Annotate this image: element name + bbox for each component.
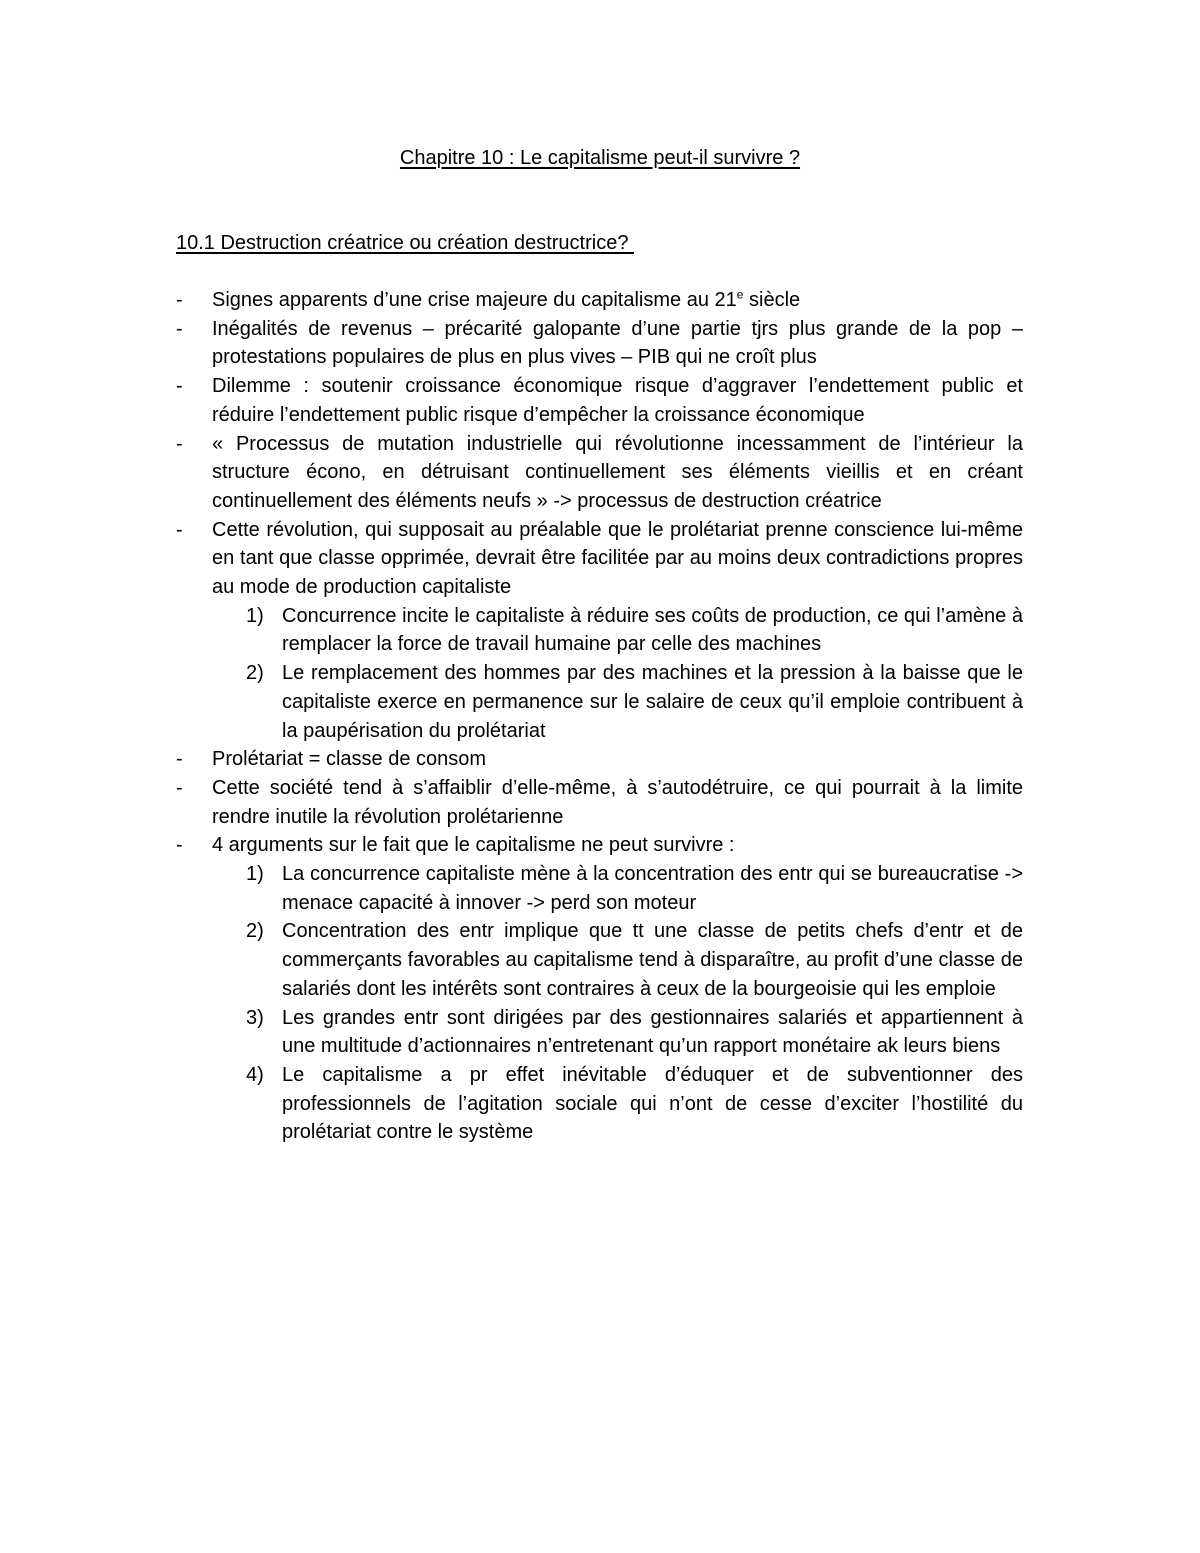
list-item [176, 516, 1023, 602]
document-body [176, 286, 1023, 1147]
list-item-text: « Processus de mutation industrielle qui révolutionne incessamment de l’intérieur la structure écono, en détruisant continuellement ses éléments vieillis et en créant continuellement des éléments neufs » -> processus de destruction créatrice [212, 432, 1023, 512]
list-item-text-part: siècle [743, 289, 801, 311]
numbered-item [176, 1061, 1023, 1147]
numbered-item-text: Le remplacement des hommes par des machines et la pression à la baisse que le capitaliste exerce en permanence sur le salaire de ceux qu’il emploie contribuent à la paupérisation du prolétariat [282, 662, 1023, 742]
list-item-text: Cette société tend à s’affaiblir d’elle-même, à s’autodétruire, ce qui pourrait à la limite rendre inutile la révolution prolétarienne [212, 776, 1023, 828]
list-item-text: Cette révolution, qui supposait au préalable que le prolétariat prenne conscience lui-même en tant que classe opprimée, devrait être facilitée par au moins deux contradictions propres au mode de production capitaliste [212, 518, 1023, 599]
numbered-item [176, 860, 1023, 917]
list-item-text [212, 286, 1023, 315]
list-item [176, 372, 1023, 429]
list-item-text: Dilemme : soutenir croissance économique risque d’aggraver l’endettement public et réduire l’endettement public risque d’empêcher la croissance économique [212, 375, 1023, 426]
numbered-item-text: Le capitalisme a pr effet inévitable d’éduquer et de subventionner des professionnels de l’agitation sociale qui n’ont de cesse d’exciter l’hostilité du prolétariat contre le système [282, 1063, 1023, 1144]
bullet-dash: - [176, 748, 183, 771]
bullet-dash: - [176, 432, 183, 455]
list-item [176, 774, 1023, 831]
numbered-item-text: La concurrence capitaliste mène à la concentration des entr qui se bureaucratise -> menace capacité à innover -> perd son moteur [282, 863, 1023, 914]
item-number: 2) [246, 662, 264, 685]
bullet-dash: - [176, 776, 183, 799]
item-number: 4) [246, 1063, 264, 1086]
list-item [176, 430, 1023, 516]
page-title: Chapitre 10 : Le capitalisme peut-il survivre ? [399, 147, 801, 169]
item-number: 1) [246, 863, 264, 886]
bullet-dash: - [176, 834, 183, 857]
bullet-dash: - [176, 317, 183, 340]
item-number: 1) [246, 604, 264, 627]
section-heading: 10.1 Destruction créatrice ou création destructrice? [176, 232, 634, 254]
bullet-dash: - [176, 375, 183, 398]
list-item-text: 4 arguments sur le fait que le capitalisme ne peut survivre : [212, 834, 735, 857]
list-item-text: Inégalités de revenus – précarité galopante d’une partie tjrs plus grande de la pop – protestations populaires de plus en plus vives – PIB qui ne croît plus [212, 317, 1023, 369]
numbered-item-text: Les grandes entr sont dirigées par des gestionnaires salariés et appartiennent à une multitude d’actionnaires n’entretenant qu’un rapport monétaire ak leurs biens [282, 1006, 1023, 1058]
numbered-item [176, 659, 1023, 745]
ordinal-superscript: e [736, 287, 744, 302]
list-item-text-part: Signes apparents d’une crise majeure du capitalisme au 21 [212, 289, 737, 311]
list-item [176, 315, 1023, 372]
item-number: 3) [246, 1006, 264, 1029]
numbered-item [176, 602, 1023, 659]
list-item [176, 831, 1023, 860]
numbered-item [176, 917, 1023, 1003]
bullet-dash: - [176, 518, 183, 541]
list-item [176, 286, 1023, 315]
list-item-text: Prolétariat = classe de consom [212, 748, 487, 771]
list-item [176, 745, 1023, 774]
numbered-item-text: Concentration des entr implique que tt une classe de petits chefs d’entr et de commerçants favorables au capitalisme tend à disparaître, au profit d’une classe de salariés dont les intérêts sont contraires à ceux de la bourgeoisie qui les emploie [282, 920, 1023, 1000]
numbered-item-text: Concurrence incite le capitaliste à réduire ses coûts de production, ce qui l’amène à remplacer la force de travail humaine par celle des machines [282, 604, 1023, 656]
bullet-dash: - [176, 289, 183, 311]
numbered-item [176, 1004, 1023, 1061]
item-number: 2) [246, 920, 264, 943]
